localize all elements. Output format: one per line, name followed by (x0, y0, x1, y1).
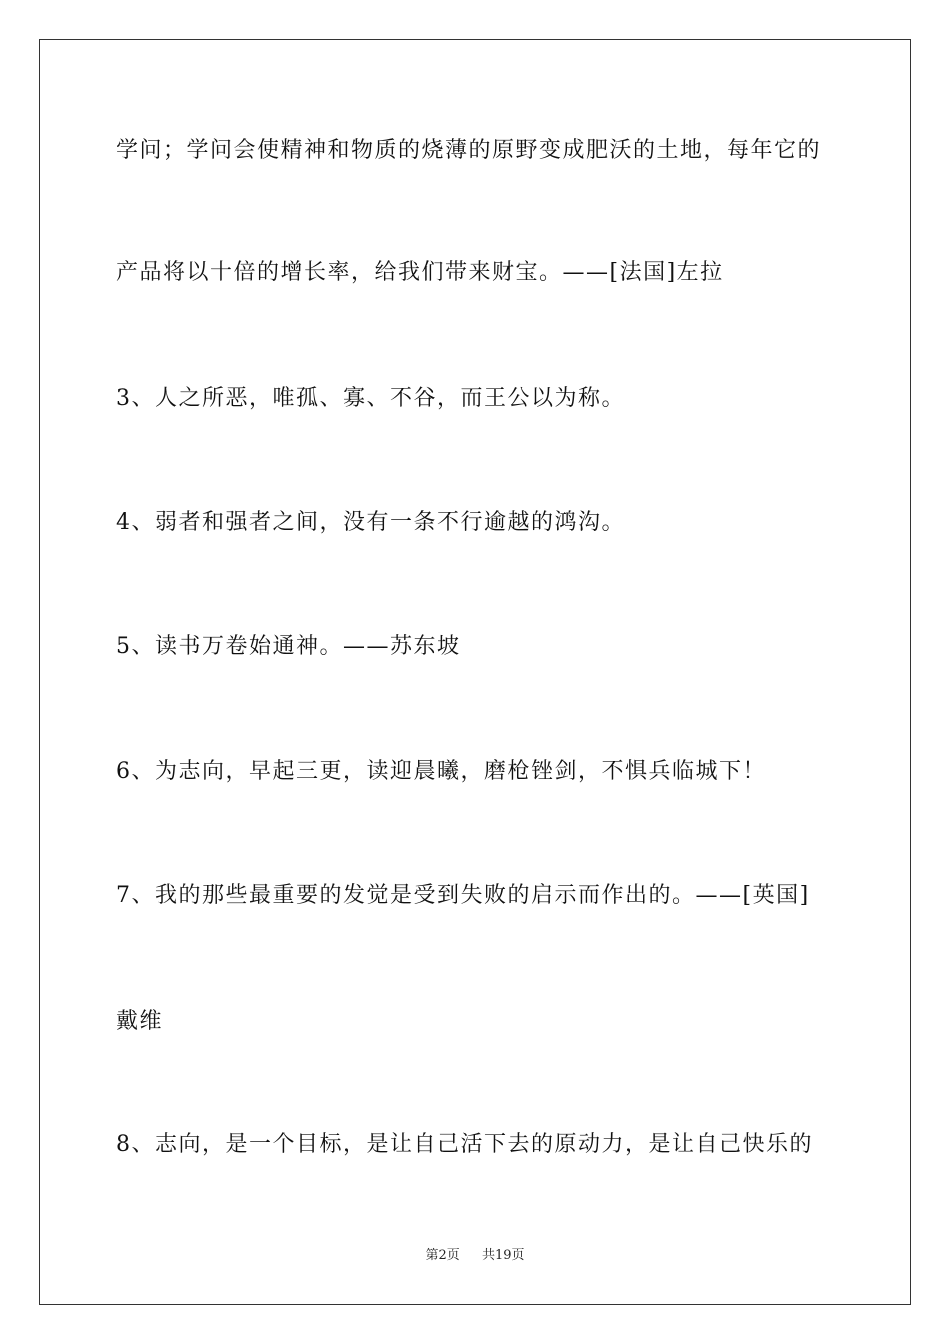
page-footer (0, 1247, 950, 1265)
text-line-4: 4、弱者和强者之间，没有一条不行逾越的鸿沟。 (116, 510, 625, 535)
text-line-6: 6、为志向，早起三更，读迎晨曦，磨枪锉剑，不惧兵临城下！ (116, 759, 766, 784)
text-line-7: 7、我的那些最重要的发觉是受到失败的启示而作出的。——[英国] (116, 883, 810, 908)
page-border (39, 39, 911, 1305)
text-line-5: 5、读书万卷始通神。——苏东坡 (116, 634, 461, 659)
text-line-8: 戴维 (116, 1009, 164, 1034)
text-line-1: 学问；学问会使精神和物质的烧薄的原野变成肥沃的土地，每年它的 (116, 138, 822, 163)
text-line-3: 3、人之所恶，唯孤、寡、不谷，而王公以为称。 (116, 386, 625, 411)
page-total: 共19页 (482, 1248, 525, 1263)
text-line-2: 产品将以十倍的增长率，给我们带来财宝。——[法国]左拉 (116, 260, 724, 285)
page-number: 第2页 (425, 1248, 460, 1263)
text-line-9: 8、志向，是一个目标，是让自己活下去的原动力，是让自己快乐的 (116, 1132, 813, 1157)
